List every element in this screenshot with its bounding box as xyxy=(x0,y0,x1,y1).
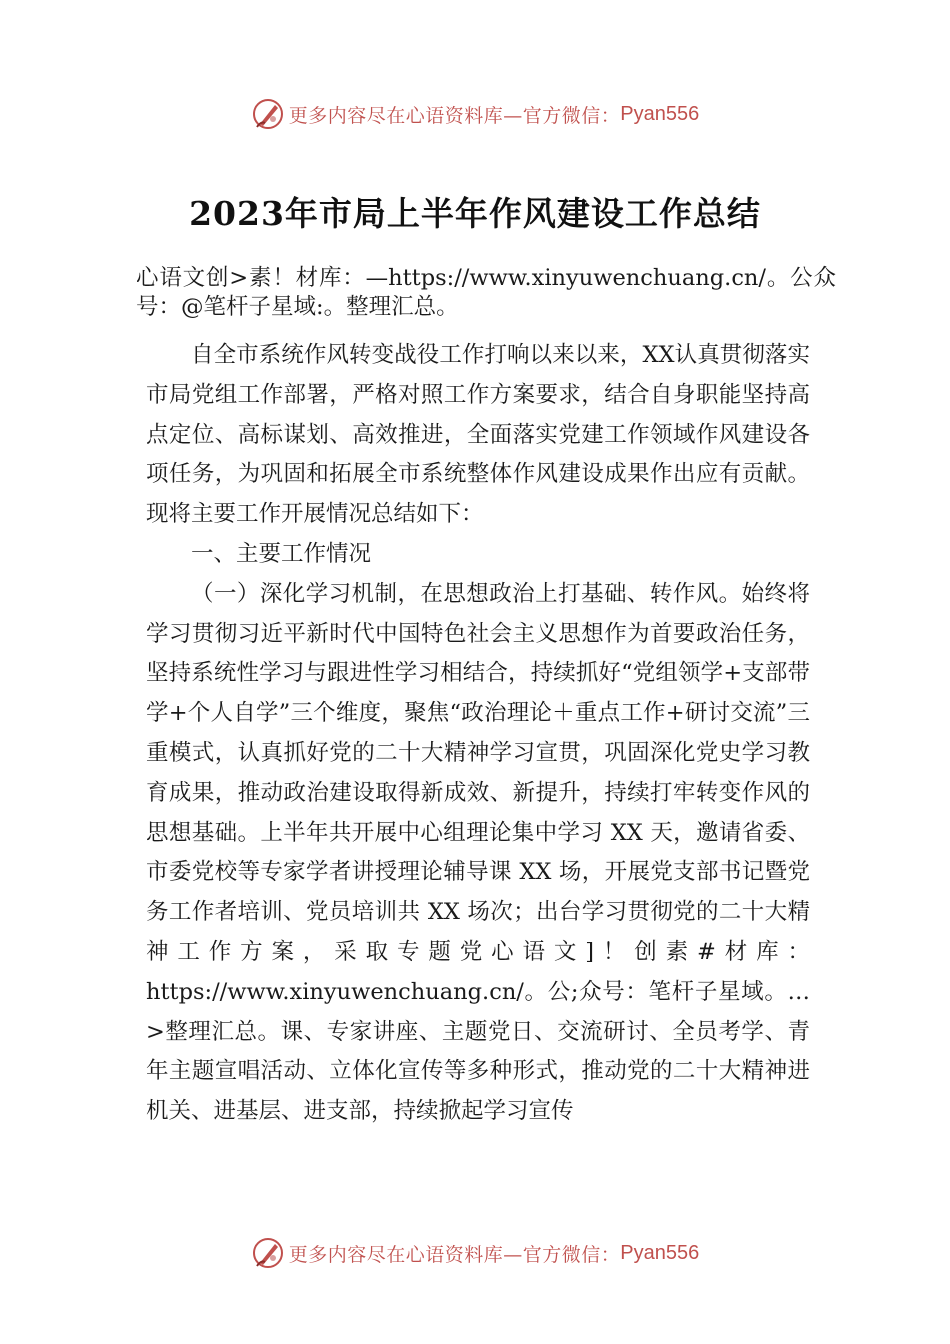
footer-banner xyxy=(0,1233,950,1273)
document-title: 2023年市局上半年作风建设工作总结 xyxy=(189,194,761,233)
banner-text: 更多内容尽在心语资料库—官方微信： xyxy=(288,1243,621,1266)
pen-quill-icon xyxy=(251,97,285,131)
section-heading: 一、主要工作情况 xyxy=(191,540,372,567)
banner-wechat-id: Pyan556 xyxy=(620,102,700,125)
document-body xyxy=(136,264,836,1132)
banner-wechat-id: Pyan556 xyxy=(620,1241,700,1264)
banner-text: 更多内容尽在心语资料库—官方微信： xyxy=(288,104,621,127)
body-paragraph: （一）深化学习机制，在思想政治上打基础、转作风。始终将学习贯彻习近平新时代中国特色社会主义思想作为首要政治任务，坚持系统性学习与跟进性学习相结合，持续抓好“党组领学+支部带学+个人自学”三个维度，聚焦“政治理论＋重点工作+研讨交流”三重模式，认真抓好党的二十大精神学习宣贯，巩固深化党史学习教育成果，推动政治建设取得新成效、新提升，持续打牢转变作风的思想基础。上半年共开展中心组理论集中学习 XX 天，邀请省委、市委党校等专家学者讲授理论辅导课 XX 场，开展党支部书记暨党务工作者培训、党员培训共 XX 场次；出台学习贯彻党的二十大精神工作方案，采取专题党心语文]！创素#材库：https://www.xinyuwenchuang.cn/。公;众号：笔杆子星域。…>整理汇总。课、专家讲座、主题党日、交流研讨、全员考学、青年主题宣唱活动、立体化宣传等多种形式，推动党的二十大精神进机关、进基层、进支部，持续掀起学习宣传 xyxy=(146,580,810,1125)
header-banner xyxy=(0,94,950,134)
intro-paragraph: 自全市系统作风转变战役工作打响以来以来，XX认真贯彻落实市局党组工作部署，严格对照工作方案要求，结合自身职能坚持高点定位、高标谋划、高效推进，全面落实党建工作领域作风建设各项任务，为巩固和拓展全市系统整体作风建设成果作出应有贡献。现将主要工作开展情况总结如下： xyxy=(146,342,810,528)
pen-quill-icon xyxy=(251,1236,285,1270)
source-note: 心语文创>素！材库：—https://www.xinyuwenchuang.cn/。公众号：@笔杆子星域:。整理汇总。 xyxy=(136,265,836,320)
